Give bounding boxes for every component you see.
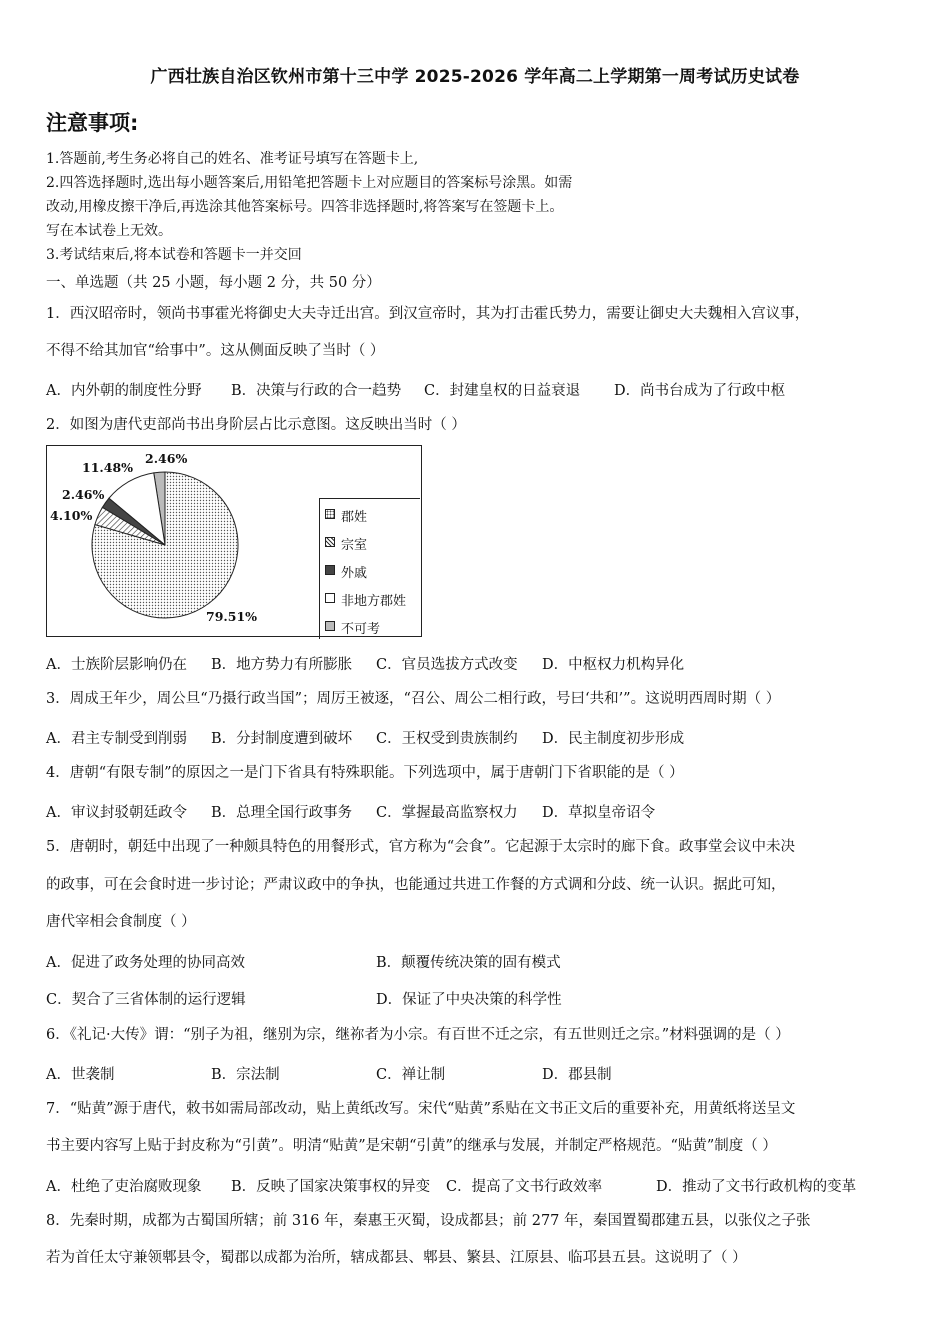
option-c: C．掌握最高监察权力 xyxy=(376,805,518,821)
option-a: A．君主专制受到削弱 xyxy=(46,731,187,747)
option-d: D．郡县制 xyxy=(542,1067,612,1083)
pie-label-unknown: 2.46% xyxy=(145,451,188,466)
option-c: C．契合了三省体制的运行逻辑 xyxy=(46,992,246,1008)
legend-swatch-dark xyxy=(325,565,335,575)
option-a: A．士族阶层影响仍在 xyxy=(46,657,187,673)
option-a: A．内外朝的制度性分野 xyxy=(46,383,202,399)
notice-line: 3.考试结束后,将本试卷和答题卡一并交回 xyxy=(46,247,302,263)
option-a: A．促进了政务处理的协同高效 xyxy=(46,955,245,971)
question-5-stem-line: 5．唐朝时，朝廷中出现了一种颇具特色的用餐形式，官方称为“会食”。它起源于太宗时的廊下食。政事堂会议中未决 xyxy=(46,839,796,855)
option-a: A．世袭制 xyxy=(46,1067,115,1083)
chart-legend xyxy=(319,498,420,639)
option-a: A．审议封驳朝廷政令 xyxy=(46,805,187,821)
legend-label: 宗室 xyxy=(341,538,368,553)
option-d: D．草拟皇帝诏令 xyxy=(542,805,656,821)
notice-line: 改动,用橡皮擦干净后,再选涂其他答案标号。四答非选择题时,将答案写在签题卡上。 xyxy=(46,199,564,215)
question-8-stem-line: 8．先秦时期，成都为古蜀国所辖；前 316 年，秦惠王灭蜀，设成都县；前 277 年，秦国置蜀郡建五县，以张仪之子张 xyxy=(46,1213,811,1229)
legend-swatch-hatched xyxy=(325,537,335,547)
question-8-stem-line: 若为首任太守兼领郫县令，蜀郡以成都为治所，辖成都县、郫县、繁县、江原县、临邛县五县。这说明了（ ） xyxy=(46,1250,747,1266)
notice-line: 1.答题前,考生务必将自己的姓名、准考证号填写在答题卡上, xyxy=(46,151,419,167)
option-b: B．反映了国家决策事权的异变 xyxy=(231,1179,431,1195)
option-c: C．王权受到贵族制约 xyxy=(376,731,518,747)
legend-label: 不可考 xyxy=(341,622,381,637)
legend-label: 郡姓 xyxy=(341,510,368,525)
question-5-stem-line: 的政事，可在会食时进一步讨论；严肃议政中的争执，也能通过共进工作餐的方式调和分歧、统一认识。据此可知， xyxy=(46,877,786,893)
option-b: B．地方势力有所膨胀 xyxy=(211,657,353,673)
option-b: B．决策与行政的合一趋势 xyxy=(231,383,402,399)
question-4-stem-line: 4．唐朝“有限专制”的原因之一是门下省具有特殊职能。下列选项中，属于唐朝门下省职能的是（ ） xyxy=(46,765,684,781)
question-2-stem-line: 2．如图为唐代吏部尚书出身阶层占比示意图。这反映出当时（ ） xyxy=(46,417,466,433)
question-1-stem-line: 不得不给其加官“给事中”。这从侧面反映了当时（ ） xyxy=(46,343,385,359)
question-7-stem-line: 7．“贴黄”源于唐代，敕书如需局部改动，贴上黄纸改写。宋代“贴黄”系贴在文书正文后的重要补充，用黄纸将送呈文 xyxy=(46,1101,796,1117)
option-c: C．提高了文书行政效率 xyxy=(446,1179,603,1195)
question-3-stem-line: 3．周成王年少，周公旦“乃摄行政当国”；周厉王被逐，“召公、周公二相行政，号曰‘共和’”。这说明西周时期（ ） xyxy=(46,691,781,707)
option-a: A．杜绝了吏治腐败现象 xyxy=(46,1179,202,1195)
question-1-stem-line: 1．西汉昭帝时，领尚书事霍光将御史大夫寺迁出宫。到汉宣帝时，其为打击霍氏势力，需要让御史大夫魏相入宫议事， xyxy=(46,306,810,322)
notice-heading: 注意事项: xyxy=(46,111,139,135)
question-7-stem-line: 书主要内容写上贴于封皮称为“引黄”。明清“贴黄”是宋朝“引黄”的继承与发展，并制定严格规范。“贴黄”制度（ ） xyxy=(46,1138,777,1154)
section-heading: 一、单选题（共 25 小题，每小题 2 分，共 50 分） xyxy=(46,275,381,291)
legend-swatch-grey xyxy=(325,621,335,631)
notice-line: 2.四答选择题时,选出每小题答案后,用铅笔把答题卡上对应题目的答案标号涂黑。如需 xyxy=(46,175,573,191)
option-b: B．分封制度遭到破坏 xyxy=(211,731,353,747)
pie-label-royal: 4.10% xyxy=(50,508,93,523)
notice-line: 写在本试卷上无效。 xyxy=(46,223,172,239)
pie-label-consort: 2.46% xyxy=(62,487,105,502)
option-c: C．封建皇权的日益衰退 xyxy=(424,383,581,399)
option-c: C．官员选拔方式改变 xyxy=(376,657,518,673)
pie-label-prefecture: 79.51% xyxy=(206,609,258,624)
question-6-stem-line: 6．《礼记·大传》谓：“别子为祖，继别为宗，继祢者为小宗。有百世不迁之宗，有五世则迁之宗。”材料强调的是（ ） xyxy=(46,1027,790,1043)
pie-label-non-local: 11.48% xyxy=(82,460,134,475)
option-b: B．总理全国行政事务 xyxy=(211,805,353,821)
option-d: D．尚书台成为了行政中枢 xyxy=(614,383,786,399)
option-d: D．保证了中央决策的科学性 xyxy=(376,992,562,1008)
option-b: B．宗法制 xyxy=(211,1067,280,1083)
legend-swatch-dotted xyxy=(325,509,335,519)
option-d: D．推动了文书行政机构的变革 xyxy=(656,1179,857,1195)
option-d: D．民主制度初步形成 xyxy=(542,731,685,747)
option-c: C．禅让制 xyxy=(376,1067,446,1083)
exam-title: 广西壮族自治区钦州市第十三中学 2025-2026 学年高二上学期第一周考试历史试卷 xyxy=(150,67,800,87)
legend-swatch-white xyxy=(325,593,335,603)
legend-label: 非地方郡姓 xyxy=(341,594,407,609)
question-5-stem-line: 唐代宰相会食制度（ ） xyxy=(46,914,196,930)
legend-label: 外戚 xyxy=(341,566,368,581)
option-b: B．颠覆传统决策的固有模式 xyxy=(376,955,561,971)
option-d: D．中枢权力机构异化 xyxy=(542,657,685,673)
